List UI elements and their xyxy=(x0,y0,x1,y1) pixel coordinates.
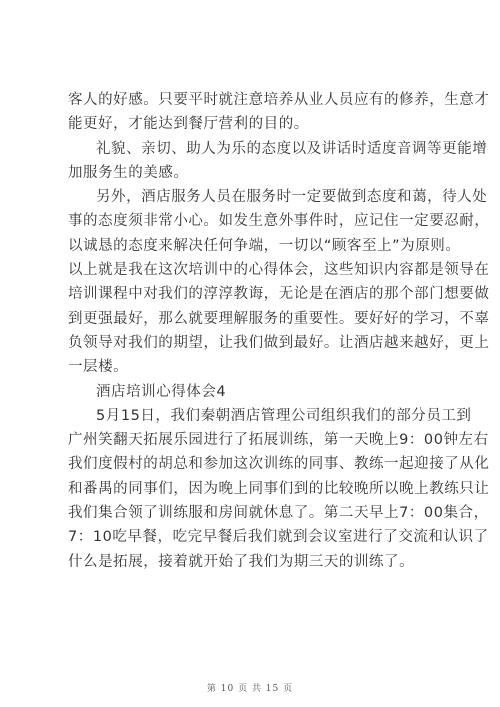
text-line: 一层楼。 xyxy=(68,359,129,376)
text-line: 广州笑翻天拓展乐园进行了拓展训练，第一天晚上9：00钟左右 xyxy=(68,432,489,449)
text-line: 7：10吃早餐，吃完早餐后我们就到会议室进行了交流和认识了 xyxy=(68,529,489,546)
text-line: 以上就是我在这次培训中的心得体会，这些知识内容都是领导在 xyxy=(68,262,490,279)
section-heading: 酒店培训心得体会4 xyxy=(96,383,227,400)
text-line: 5月15日，我们秦朝酒店管理公司组织我们的部分员工到 xyxy=(96,407,472,424)
text-line: 事的态度须非常小心。如发生意外事件时，应记住一定要忍耐， xyxy=(68,213,490,230)
text-line: 能更好，才能达到餐厅营利的目的。 xyxy=(68,116,309,133)
text-line: 和番禺的同事们，因为晚上同事们到的比较晚所以晚上教练只让 xyxy=(68,480,490,497)
text-line: 客人的好感。只要平时就注意培养从业人员应有的修养，生意才 xyxy=(68,92,490,108)
text-line: 以诚恳的态度来解决任何争端，一切以“顾客至上”为原则。 xyxy=(68,237,461,254)
text-line: 负领导对我们的期望，让我们做到最好。让酒店越来越好，更上 xyxy=(68,334,490,351)
page-number-footer: 第 10 页 共 15 页 xyxy=(206,684,294,694)
text-line: 什么是拓展，接着就开始了我们为期三天的训练了。 xyxy=(68,553,415,570)
text-line: 另外，酒店服务人员在服务时一定要做到态度和蔼，待人处 xyxy=(96,189,488,206)
document-body xyxy=(68,88,490,574)
text-line: 到更强最好，那么就要理解服务的重要性。要好好的学习，不辜 xyxy=(68,310,490,327)
text-line: 培训课程中对我们的淳淳教诲，无论是在酒店的那个部门想要做 xyxy=(68,286,490,303)
text-line: 加服务生的美感。 xyxy=(68,164,189,181)
text-line: 我们度假村的胡总和参加这次训练的同事、教练一起迎接了从化 xyxy=(68,456,490,473)
text-line: 礼貌、亲切、助人为乐的态度以及讲话时适度音调等更能增 xyxy=(96,140,488,157)
text-line: 我们集合领了训练服和房间就休息了。第二天早上7：00集合， xyxy=(68,505,489,522)
